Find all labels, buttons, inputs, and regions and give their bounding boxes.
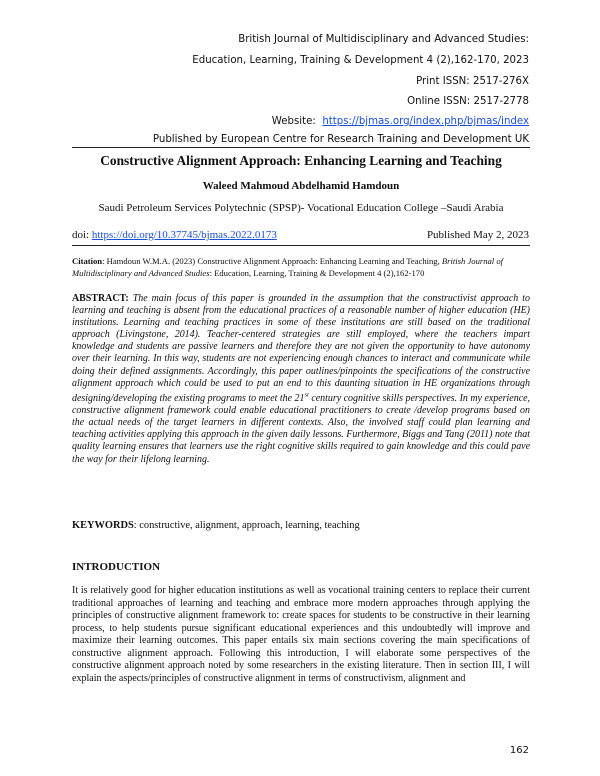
abstract	[72, 293, 530, 466]
keywords-label: KEYWORDS	[72, 520, 134, 531]
keywords-text: : constructive, alignment, approach, learning, teaching	[133, 520, 360, 531]
author-name: Waleed Mahmoud Abdelhamid Hamdoun	[202, 180, 400, 192]
doi-rule	[72, 245, 530, 246]
publisher-line: Published by European Centre for Research Training and Development UK	[152, 134, 529, 145]
paper-title: Constructive Alignment Approach: Enhancing Learning and Teaching	[100, 153, 502, 168]
published-date: Published May 2, 2023	[426, 229, 529, 241]
abstract-label: ABSTRACT:	[72, 293, 129, 304]
citation-text: : Hamdoun W.M.A. (2023) Constructive Alignment Approach: Enhancing Learning and Teaching,	[102, 256, 442, 266]
abstract-text-2: century cognitive skills perspectives. In my experience, constructive alignment framework could enable educational practitioners to create /develop programs based on the actual needs of the target learners in different contexts. Also, the involved staff could plan learning and teaching activities applying this approach in the given daily lessons. Furthermore, Biggs and Tang (2011) note that quality learning ensures that learners use the right cognitive skills required to gain knowledge and this could pave the way for their lifelong learning.	[72, 393, 530, 465]
journal-series: Education, Learning, Training & Development 4 (2),162-170, 2023	[192, 55, 529, 66]
doi-link[interactable]: https://doi.org/10.37745/bjmas.2022.0173	[91, 229, 277, 241]
website-line	[272, 115, 529, 129]
introduction-text: It is relatively good for higher education institutions as well as vocational training centers to replace their current traditional approaches of learning and teaching and embrace more modern approaches through applying the principles of constructive alignment framework to: create spaces for students to be constructive in their learning process, to help students pursue significant educational experiences and this undoubtedly will improve and maximize their learning outcomes. This paper entails six main sections covering the main specifications of constructive alignment approach. Following this introduction, I will elaborate some perspectives of the constructive alignment approach noted by some researchers in the existing literature. Then in section III, I will explain the aspects/principles of constructive alignment in terms of constructivism, alignment and	[72, 585, 530, 684]
print-issn: Print ISSN: 2517-276X	[416, 76, 529, 87]
citation-label: Citation	[72, 256, 103, 266]
keywords	[72, 520, 530, 531]
citation-text-end: : Education, Learning, Training & Development 4 (2),162-170	[209, 268, 425, 278]
introduction-heading: INTRODUCTION	[72, 561, 161, 573]
author-affiliation: Saudi Petroleum Services Polytechnic (SPSP)- Vocational Education College –Saudi Arabia	[98, 202, 504, 214]
page-number: 162	[509, 745, 529, 756]
citation-journal: British Journal of Multidisciplinary and Advanced Studies	[72, 256, 504, 278]
abstract-body	[72, 293, 530, 465]
abstract-text-1: The main focus of this paper is grounded in the assumption that the constructivist approach to learning and teaching is absent from the educational practices of a reasonable number of higher education (HE) institutions. Learning and teaching practices in some of these institutions are still based on the traditional approach (Livingstone, 2014). Teacher-centered strategies are still employed, where the teachers impart knowledge and students are passive learners and therefore they are not given the opportunity to have autonomy over their learning. In this way, students are not experiencing enough chances to interact and communicate while doing their defined assignments. Accordingly, this paper outlines/pinpoints the specifications of the constructive alignment approach which could be used to put an end to this daunting situation in HE organizations through designing/developing the existing programs to meet the 21	[72, 293, 531, 405]
abstract-sup: st	[304, 391, 309, 399]
journal-name: British Journal of Multidisciplinary and Advanced Studies:	[238, 34, 529, 45]
website-link[interactable]: https://bjmas.org/index.php/bjmas/index	[322, 116, 529, 127]
doi-label: doi:	[72, 229, 90, 241]
header-rule	[72, 147, 530, 148]
website-label: Website:	[271, 116, 316, 127]
doi-line	[72, 229, 277, 241]
citation	[72, 255, 530, 279]
online-issn: Online ISSN: 2517-2778	[407, 96, 529, 107]
